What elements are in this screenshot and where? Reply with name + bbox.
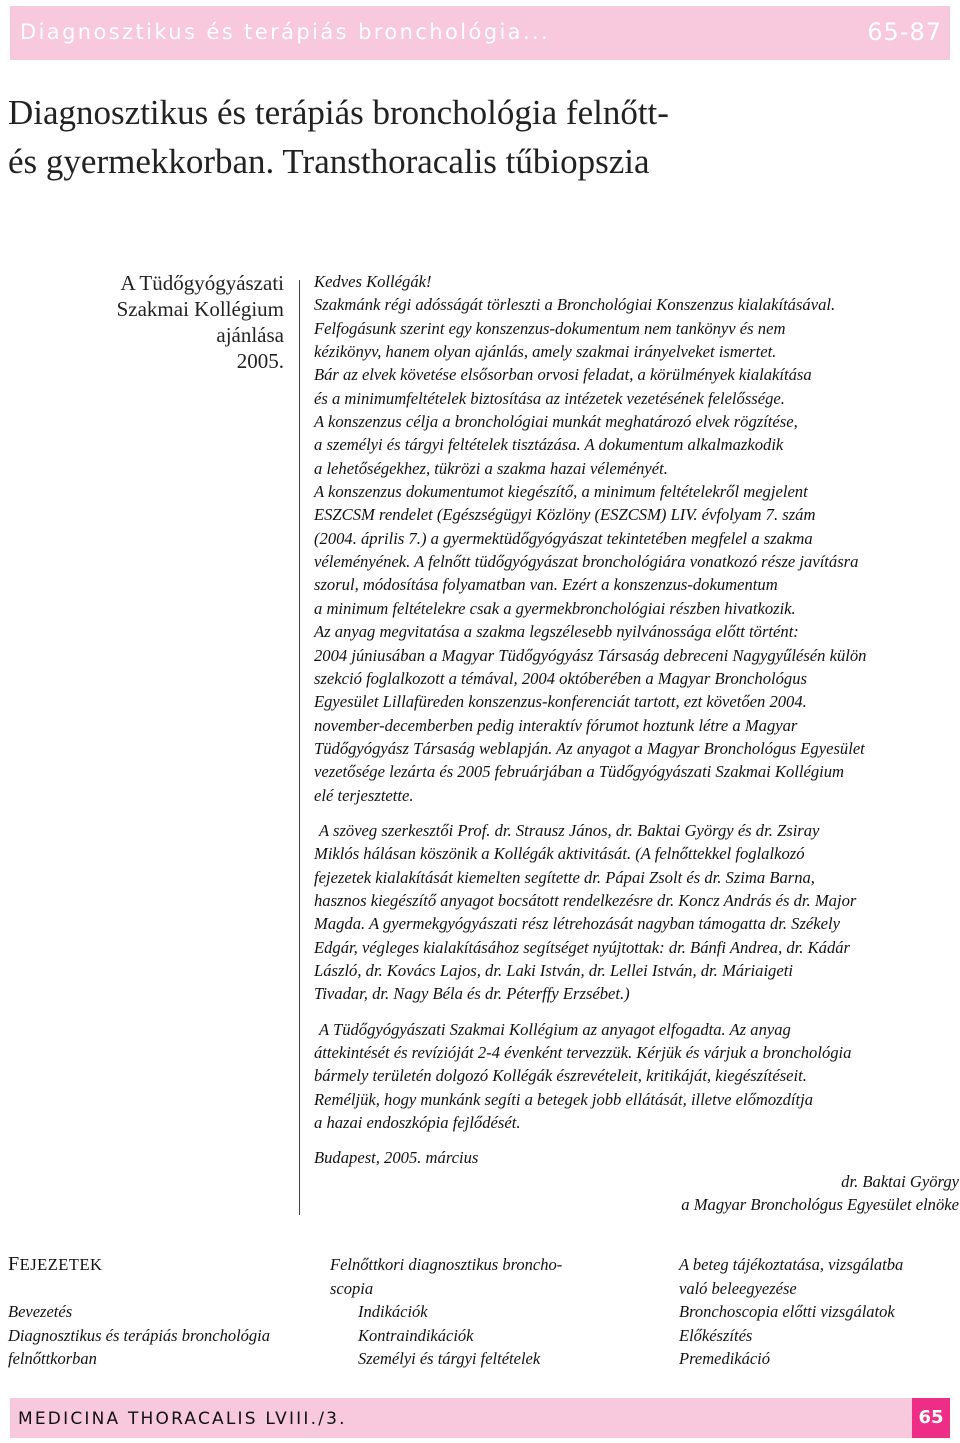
toc-column-1 xyxy=(8,1253,270,1371)
place-date: Budapest, 2005. március xyxy=(314,1148,479,1168)
body-line: a személyi és tárgyi feltételek tisztázása. A dokumentum alkalmazkodik xyxy=(314,435,784,455)
body-line: vezetősége lezárta és 2005 februárjában a Tüdőgyógyászati Szakmai Kollégium xyxy=(314,762,845,782)
title-line-1: Diagnosztikus és terápiás bronchológia felnőtt- xyxy=(8,93,669,132)
paragraph-1 xyxy=(314,270,959,807)
toc-item-tajekoztatas-cont[interactable]: való beleegyezése xyxy=(679,1278,797,1298)
body-line: fejezetek kialakítását kiemelten segítette dr. Pápai Zsolt és dr. Szima Barna, xyxy=(314,867,815,887)
toc-item-vizsgalatok[interactable]: Bronchoscopia előtti vizsgálatok xyxy=(679,1302,895,1321)
body-line: László, dr. Kovács Lajos, dr. Laki István, dr. Lellei István, dr. Máriaigeti xyxy=(314,960,793,980)
body-line: Reméljük, hogy munkánk segíti a betegek jobb ellátását, illetve előmozdítja xyxy=(314,1089,814,1109)
signature-name: dr. Baktai György xyxy=(841,1171,959,1191)
body-line: véleményének. A felnőtt tüdőgyógyászat bronchológiára vonatkozó része javításra xyxy=(314,552,859,572)
body-line: A konszenzus dokumentumot kiegészítő, a minimum feltételekről megjelent xyxy=(314,482,808,502)
body-line: Tivadar, dr. Nagy Béla és dr. Péterffy Erzsébet.) xyxy=(314,984,630,1004)
vertical-divider xyxy=(299,280,300,1215)
toc-item-feltetelek[interactable]: Személyi és tárgyi feltételek xyxy=(358,1349,541,1368)
body-line: a minimum feltételekre csak a gyermekbronchológiai részben hivatkozik. xyxy=(314,598,796,618)
body-line: és a minimumfeltételek biztosítása az intézetek vezetésének felelőssége. xyxy=(314,388,785,408)
body-line: szorul, módosítása folyamatban van. Ezért a konszenzus-dokumentum xyxy=(314,575,778,595)
rec-line-2: Szakmai Kollégium xyxy=(116,297,284,321)
body-line: a hazai endoszkópia fejlődését. xyxy=(314,1113,521,1133)
footer-bar xyxy=(10,1398,950,1438)
body-line: Tüdőgyógyász Társaság weblapján. Az anyagot a Magyar Bronchológus Egyesület xyxy=(314,738,865,758)
recommendation-block xyxy=(60,270,284,374)
body-line: áttekintését és revízióját 2-4 évenként tervezzük. Kérjük és várjuk a bronchológia xyxy=(314,1043,852,1062)
header-bar xyxy=(10,6,950,60)
body-line: bármely területén dolgozó Kollégák észrevételeit, kritikáját, kiegészítéseit. xyxy=(314,1066,807,1086)
body-line: Szakmánk régi adósságát törleszti a Bronchológiai Konszenzus kialakításával. xyxy=(314,295,836,315)
body-line: A Tüdőgyógyászati Szakmai Kollégium az anyagot elfogadta. Az anyag xyxy=(319,1019,791,1039)
toc-item-premedikacio[interactable]: Premedikáció xyxy=(679,1349,771,1368)
body-line: ESZCSM rendelet (Egészségügyi Közlöny (ESZCSM) LIV. évfolyam 7. szám xyxy=(314,505,816,525)
toc-item-bevezetes[interactable]: Bevezetés xyxy=(8,1302,73,1321)
body-line: A szöveg szerkesztői Prof. dr. Strausz János, dr. Baktai György és dr. Zsiray xyxy=(319,820,820,840)
body-line: a lehetőségekhez, tükrözi a szakma hazai véleményét. xyxy=(314,458,668,478)
toc-column-2 xyxy=(330,1253,562,1371)
body-line: 2004 júniusában a Magyar Tüdőgyógyász Társaság debreceni Nagygyűlésén külön xyxy=(314,645,867,665)
page-number: 65 xyxy=(912,1398,950,1438)
toc-item-tajekoztatas[interactable]: A beteg tájékoztatása, vizsgálatba xyxy=(679,1255,904,1274)
paragraph-2 xyxy=(314,819,959,1006)
toc-column-3 xyxy=(679,1253,903,1371)
rec-line-3: ajánlása xyxy=(216,323,284,347)
body-line: Felfogásunk szerint egy konszenzus-dokumentum nem tankönyv és nem xyxy=(314,318,786,338)
rec-year: 2005. xyxy=(236,349,284,373)
greeting: Kedves Kollégák! xyxy=(314,272,432,291)
signature-role: a Magyar Bronchológus Egyesület elnöke xyxy=(681,1195,959,1215)
toc-title: FEJEZETEK xyxy=(8,1253,103,1275)
body-line: Egyesület Lillafüreden konszenzus-konferenciát tartott, ezt követően 2004. xyxy=(314,692,807,712)
body-line: Bár az elvek követése elsősorban orvosi feladat, a körülmények kialakítása xyxy=(314,365,812,385)
body-line: (2004. április 7.) a gyermektüdőgyógyászat tekintetében megfelel a szakma xyxy=(314,528,813,548)
running-title: Diagnosztikus és terápiás bronchológia... xyxy=(20,20,551,44)
body-line: hasznos kiegészítő anyagot bocsátott rendelkezésre dr. Koncz András és dr. Major xyxy=(314,890,857,910)
toc-section-heading[interactable]: Felnőttkori diagnosztikus broncho- xyxy=(330,1255,563,1274)
toc-section-heading-cont[interactable]: scopia xyxy=(330,1278,374,1298)
toc-item-felnottkorban[interactable]: felnőttkorban xyxy=(8,1349,97,1368)
toc-item-diagnosztikus[interactable]: Diagnosztikus és terápiás bronchológia xyxy=(8,1325,271,1345)
title-line-2: és gyermekkorban. Transthoracalis tűbiopszia xyxy=(8,142,650,181)
rec-line-1: A Tüdőgyógyászati xyxy=(120,271,284,295)
toc-item-elokeszites[interactable]: Előkészítés xyxy=(679,1325,753,1345)
journal-name: MEDICINA THORACALIS LVIII./3. xyxy=(18,1409,347,1429)
paragraph-3 xyxy=(314,1018,959,1135)
body-line: szekció foglalkozott a témával, 2004 októberében a Magyar Bronchológus xyxy=(314,668,807,688)
page-range: 65-87 xyxy=(867,18,942,46)
toc-spacer xyxy=(8,1277,270,1301)
toc-item-kontraindikaciok[interactable]: Kontraindikációk xyxy=(358,1325,474,1345)
article-body xyxy=(314,270,959,1216)
toc-item-indikaciok[interactable]: Indikációk xyxy=(358,1302,428,1321)
body-line: november-decemberben pedig interaktív fórumot hoztunk létre a Magyar xyxy=(314,715,798,735)
body-line: elé terjesztette. xyxy=(314,785,414,805)
body-line: A konszenzus célja a bronchológiai munkát meghatározó elvek rögzítése, xyxy=(314,412,798,432)
body-line: Edgár, végleges kialakításához segítséget nyújtottak: dr. Bánfi Andrea, dr. Kádár xyxy=(314,937,851,957)
body-line: Miklós hálásan köszönik a Kollégák aktivitását. (A felnőttekkel foglalkozó xyxy=(314,844,805,864)
body-line: kézikönyv, hanem olyan ajánlás, amely szakmai irányelveket ismertet. xyxy=(314,342,777,362)
article-title xyxy=(8,88,908,186)
body-line: Magda. A gyermekgyógyászati rész létrehozását nagyban támogatta dr. Székely xyxy=(314,914,841,934)
body-line: Az anyag megvitatása a szakma legszélesebb nyilvánossága előtt történt: xyxy=(314,622,799,642)
